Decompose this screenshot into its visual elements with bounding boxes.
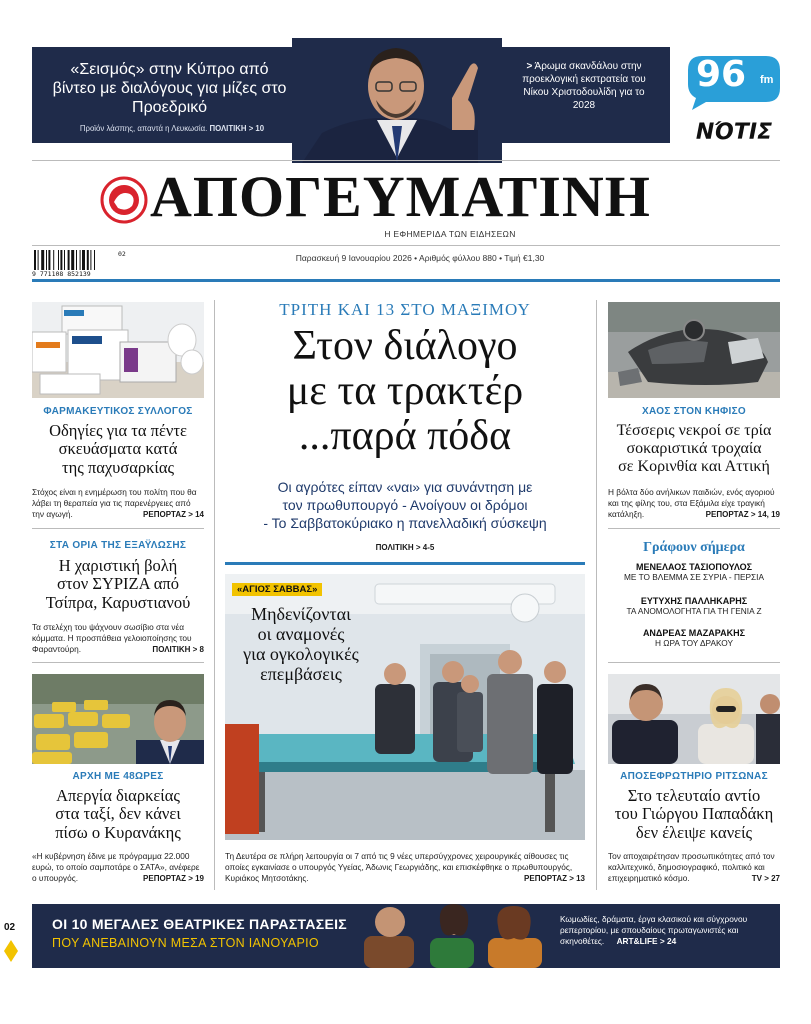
writers-title: Γράφουν σήμερα [643,540,745,555]
left-rule-2 [32,662,204,663]
barcode-bar [71,250,74,270]
left-story3-kicker: ΑΡΧΗ ΜΕ 48ΩΡΕΣ [72,771,164,782]
masthead-rule-bottom [32,279,780,282]
left-story2-body: Τα στελέχη του ψάχνουν σωσίβιο στα νέα κόμματα. Η προσπάθεια γελοιοποίησης του Φαραντούρη. [32,622,192,655]
pharmacy-photo [32,302,204,398]
writer-2[interactable] [608,596,780,616]
left-story1-body: Στόχος είναι η ενημέρωση του πολίτη που θα λάβει τη θεραπεία για τις παρενέργειες από την αγωγή. [32,487,197,520]
radio-name: ΝΌΤΙΣ [695,120,773,145]
writer-3-name: ΑΝΔΡΕΑΣ ΜΑΖΑΡΑΚΗΣ [642,628,746,638]
masthead-tagline: Η ΕΦΗΜΕΡΙΔΑ ΤΩΝ ΕΙΔΗΣΕΩΝ [384,229,516,239]
hospital-headline[interactable]: Μηδενίζονται οι αναμονές για ογκολογικές επεμβάσεις [243,604,359,685]
center-rule [225,562,585,565]
col-divider-right [596,300,597,890]
main-story-deck: Οι αγρότες είπαν «ναι» για συνάντηση με τον πρωθυπουργό - Ανοίγουν οι δρόμοι - Το Σαββατοκύριακο η πανελλαδική σύσκεψη [263,479,547,532]
barcode-bar [87,250,89,270]
left-story2-kicker: ΣΤΑ ΟΡΙΑ ΤΗΣ ΕΞΑΫΛΩΣΗΣ [49,540,187,551]
barcode-number: 9 771108 852139 [32,270,91,278]
page-number: 02 [4,922,16,933]
left-story3-ref[interactable]: ΡΕΠΟΡΤΑΖ > 19 [143,874,204,883]
logo-emblem [100,176,148,224]
right-story2-kicker: ΑΠΟΣΕΦΡΩΤΗΡΙΟ ΡΙΤΣΩΝΑΣ [620,771,768,782]
page-diamond-icon [4,940,18,962]
main-story-kicker: ΤΡΙΤΗ ΚΑΙ 13 ΣΤΟ ΜΑΞΙΜΟΥ [279,300,531,319]
taxi-photo [32,674,204,764]
barcode-bar [58,250,59,270]
barcode-bar [94,250,95,270]
arrow-icon: > [526,61,533,72]
col-divider-left [214,300,215,890]
right-story2-body: Τον αποχαιρέτησαν προσωπικότητες από τον καλλιτεχνικό, δημοσιογραφικό, πολιτικό και επιχειρηματικό κόσμο. [608,851,775,884]
barcode-bar [76,250,77,270]
left-story3-body: «Η κυβέρνηση έδινε με πρόγραμμα 22.000 ευρώ, το οποίο σαμποτάρε ο ΣΑΤΑ», ανέφερε ο υπουργός. [32,851,200,884]
top-banner-right[interactable]: > Άρωμα σκανδάλου στην προεκλογική εκστρατεία του Νίκου Χριστοδουλίδη για το 2028 [522,61,646,111]
right-story2-ref[interactable]: TV > 27 [751,874,780,883]
masthead-rule-top [32,160,780,161]
barcode-bar [53,250,54,270]
bottom-banner-line2: ΠΟΥ ΑΝΕΒΑΙΝΟΥΝ ΜΕΣΑ ΣΤΟΝ ΙΑΝΟΥΑΡΙΟ [52,936,319,950]
left-story1-kicker: ΦΑΡΜΑΚΕΥΤΙΚΟΣ ΣΥΛΛΟΓΟΣ [43,406,193,417]
left-story1-ref[interactable]: ΡΕΠΟΡΤΑΖ > 14 [143,510,204,519]
right-story1-headline[interactable]: Τέσσερις νεκροί σε τρία σοκαριστικά τροχαία σε Κορινθία και Αττική [616,422,772,475]
right-rule-1 [608,528,780,529]
main-story-headline[interactable]: Στον διάλογο με τα τρακτέρ ...παρά πόδα [286,323,524,459]
masthead-rule-mid [32,245,780,246]
right-story1-body: Η βόλτα δύο ανήλικων παιδιών, ενός αγοριού και της φίλης του, στα Εξάμιλα είχε τραγική κατάληξη. [608,487,775,520]
funeral-photo [608,674,780,764]
radio-logo[interactable] [684,52,784,152]
writer-1-topic: ΜΕ ΤΟ ΒΛΕΜΜΑ ΣΕ ΣΥΡΙΑ - ΠΕΡΣΙΑ [623,572,765,582]
barcode-bar [38,250,39,270]
left-story2-ref[interactable]: ΠΟΛΙΤΙΚΗ > 8 [152,645,204,654]
masthead-title[interactable]: ΑΠΟΓΕΥΜΑΤΙΝΗ [150,164,651,229]
writer-1[interactable] [608,562,780,582]
barcode-bar [48,250,50,270]
right-story2-headline[interactable]: Στο τελευταίο αντίο του Γιώργου Παπαδάκη δεν έλειψε κανείς [614,786,774,842]
crash-photo [608,302,780,398]
barcode-bar [64,250,65,270]
barcode-icon [32,250,132,270]
hospital-ref[interactable]: ΡΕΠΟΡΤΑΖ > 13 [524,874,585,883]
writer-2-topic: ΤΑ ΑΝΟΜΟΛΟΓΗΤΑ ΓΙΑ ΤΗ ΓΕΝΙΑ Ζ [626,606,762,616]
bottom-banner-line1: ΟΙ 10 ΜΕΓΑΛΕΣ ΘΕΑΤΡΙΚΕΣ ΠΑΡΑΣΤΑΣΕΙΣ [52,916,347,932]
writer-3-topic: Η ΩΡΑ ΤΟΥ ΔΡΑΚΟΥ [655,638,733,648]
politician-photo [292,38,502,163]
top-banner-sub: Προϊόν λάσπης, απαντά η Λευκωσία. ΠΟΛΙΤΙΚΗ > 10 [79,124,265,133]
writer-3[interactable] [608,628,780,648]
bottom-banner-right: Κωμωδίες, δράματα, έργα κλασικού και σύγχρονου ρεπερτορίου, με σπουδαίους πρωταγωνιστές και σκηνοθέτες. ART&LIFE > 24 [560,914,748,947]
barcode-bar [68,250,70,270]
actors-photo [358,900,548,968]
dateline: Παρασκευή 9 Ιανουαρίου 2026 • Αριθμός φύλλου 880 • Τιμή €1,30 [295,253,545,263]
radio-unit: fm [760,74,774,86]
left-story2-headline[interactable]: Η χαριστική βολή στον ΣΥΡΙΖΑ από Τσίπρα, Καρυστιανού [45,556,191,612]
left-story3-headline[interactable]: Απεργία διαρκείας στα ταξί, δεν κάνει πίσω ο Κυρανάκης [55,786,181,842]
radio-number: 96 [696,54,747,95]
right-story1-ref[interactable]: ΡΕΠΟΡΤΑΖ > 14, 19 [705,510,780,519]
hospital-tag: «ΑΓΙΟΣ ΣΑΒΒΑΣ» [232,583,322,596]
right-rule-2 [608,662,780,663]
top-banner-headline[interactable]: «Σεισμός» στην Κύπρο από βίντεο με διαλόγους για μίζες στο Προεδρικό [52,61,287,117]
bottom-banner-ref[interactable]: ART&LIFE > 24 [616,936,677,947]
writer-2-name: ΕΥΤΥΧΗΣ ΠΑΛΛΗΚΑΡΗΣ [640,596,748,606]
barcode-bar [90,250,91,270]
main-story-ref[interactable]: ΠΟΛΙΤΙΚΗ > 4-5 [375,543,435,552]
barcode-bar [34,250,36,270]
barcode-bar [46,250,47,270]
barcode-bar [60,250,62,270]
barcode-issue: 02 [118,250,126,258]
left-rule-1 [32,528,204,529]
barcode-bar [41,250,44,270]
hospital-caption: Τη Δευτέρα σε πλήρη λειτουργία οι 7 από τις 9 νέες υπερσύγχρονες χειρουργικές αίθουσες τις οποίες εγκαινίασε ο υπουργός Υγείας, Άδωνις Γεωργιάδης, και επισκέφθηκε ο πρωθυπουργός, Κυριάκος Μητσοτάκης. [225,851,573,884]
writer-1-name: ΜΕΝΕΛΑΟΣ ΤΑΣΙΟΠΟΥΛΟΣ [636,562,752,572]
barcode-bar [82,250,85,270]
barcode [32,250,132,278]
barcode-bar [80,250,81,270]
left-story1-headline[interactable]: Οδηγίες για τα πέντε σκευάσματα κατά της παχυσαρκίας [49,421,187,477]
right-story1-kicker: ΧΑΟΣ ΣΤΟΝ ΚΗΦΙΣΟ [642,406,746,417]
